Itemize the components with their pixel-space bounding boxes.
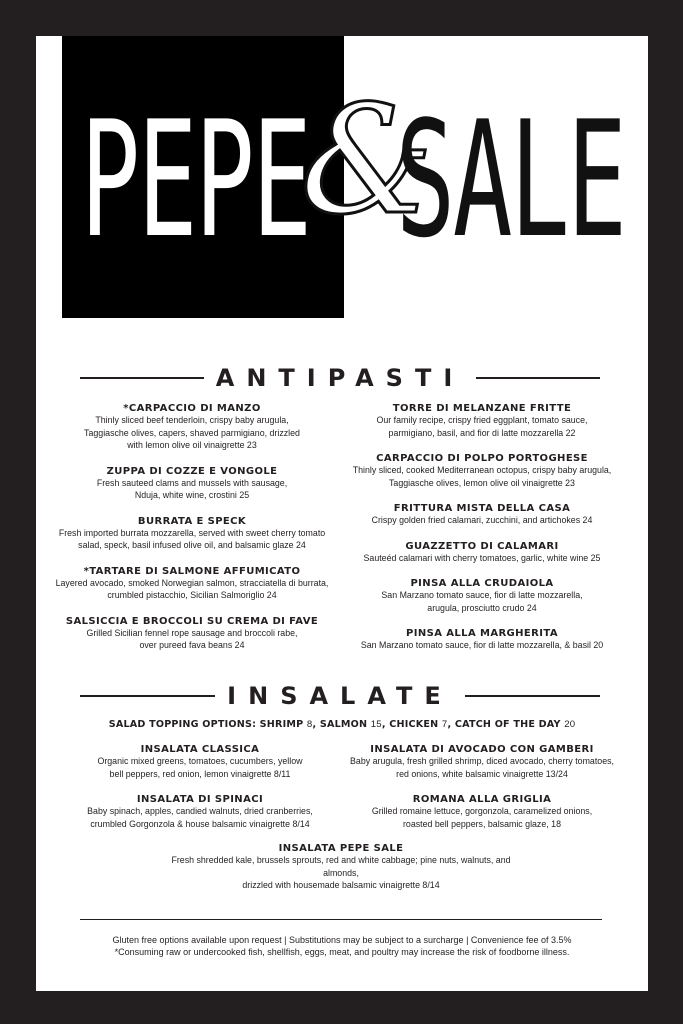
menu-item <box>42 465 342 503</box>
heading-rule-right <box>476 377 600 379</box>
menu-item-name: GUAZZETTO DI CALAMARI <box>405 540 559 552</box>
topping-price: 15 <box>370 719 382 730</box>
antipasti-right-column <box>332 402 632 665</box>
logo-sale: SALE <box>395 86 625 273</box>
menu-item-description: Baby arugula, fresh grilled shrimp, diced avocado, cherry tomatoes, <box>350 756 614 767</box>
heading-rule-left <box>80 695 215 697</box>
menu-item-description: Sauteéd calamari with cherry tomatoes, garlic, white wine 25 <box>363 552 601 564</box>
menu-item-name: PINSA ALLA CRUDAIOLA <box>410 578 554 589</box>
footer-rule <box>80 919 602 920</box>
menu-item-name: FRITTURA MISTA DELLA CASA <box>393 503 571 514</box>
insalate-heading <box>80 681 600 711</box>
menu-item-description: Taggiasche olives, capers, shaved parmigiano, drizzled <box>84 427 300 439</box>
menu-item <box>42 615 342 653</box>
menu-item <box>332 402 632 440</box>
menu-item-description: Grilled romaine lettuce, gorgonzola, caramelized onions, <box>371 806 593 817</box>
topping-label: SALAD TOPPING OPTIONS: <box>108 719 260 730</box>
menu-item-name: *CARPACCIO DI MANZO <box>123 403 261 414</box>
insalate-title: INSALATE <box>227 682 453 710</box>
menu-item-description: over pureed fava beans 24 <box>139 640 245 651</box>
menu-item-description: Organic mixed greens, tomatoes, cucumbers, yellow <box>97 756 303 767</box>
menu-item-description: parmigiano, basil, and fior di latte mozzarella 22 <box>388 427 576 439</box>
menu-item <box>332 540 632 566</box>
menu-item-name: INSALATA DI AVOCADO CON GAMBERI <box>370 744 594 755</box>
menu-item-name: INSALATA CLASSICA <box>140 744 260 755</box>
antipasti-heading <box>80 363 600 393</box>
heading-rule-right <box>465 695 600 697</box>
insalate-center-column <box>141 842 541 905</box>
menu-item <box>332 577 632 615</box>
menu-item <box>332 627 632 653</box>
menu-item-name: *TARTARE DI SALMONE AFFUMICATO <box>83 565 301 577</box>
menu-item-description: Fresh shredded kale, brussels sprouts, red and white cabbage; pine nuts, walnuts, and almonds, <box>171 855 511 879</box>
antipasti-title: ANTIPASTI <box>215 364 465 392</box>
menu-item-description: bell peppers, red onion, lemon vinaigrette 8/11 <box>109 768 291 780</box>
menu-item-name: ROMANA ALLA GRIGLIA <box>412 794 552 805</box>
footer-line-1: Gluten free options available upon request | Substitutions may be subject to a surcharge | Convenience fee of 3.5% <box>112 935 572 945</box>
menu-item <box>332 452 632 490</box>
menu-item-name: PINSA ALLA MARGHERITA <box>406 628 558 639</box>
menu-item-name: INSALATA PEPE SALE <box>278 843 404 854</box>
menu-item-name: TORRE DI MELANZANE FRITTE <box>392 403 572 414</box>
insalate-left-column <box>50 743 350 843</box>
heading-rule-left <box>80 377 204 379</box>
menu-item-description: Layered avocado, smoked Norwegian salmon, stracciatella di burrata, <box>55 577 329 589</box>
menu-item <box>42 515 342 553</box>
topping-price: 7 <box>441 719 448 730</box>
menu-item-description: Thinly sliced beef tenderloin, crispy baby arugula, <box>95 415 289 426</box>
menu-item <box>50 743 350 781</box>
logo-pepe: PEPE <box>80 86 310 273</box>
menu-item-description: with lemon olive oil vinaigrette 23 <box>127 440 257 451</box>
menu-item-description: salad, speck, basil infused olive oil, and balsamic glaze 24 <box>78 540 306 551</box>
topping-price: 8 <box>306 719 313 730</box>
menu-item <box>50 793 350 831</box>
menu-item <box>42 565 342 603</box>
topping-name: SHRIMP <box>259 719 304 730</box>
logo-ampersand: & <box>300 74 434 248</box>
menu-item-name: BURRATA E SPECK <box>137 515 247 527</box>
antipasti-left-column <box>42 402 342 665</box>
salad-topping-options: SALAD TOPPING OPTIONS: SHRIMP 8, SALMON 15, CHICKEN 7, CATCH OF THE DAY 20 <box>108 719 576 730</box>
menu-item-description: crumbled Gorgonzola & house balsamic vinaigrette 8/14 <box>90 818 310 830</box>
topping-name: CATCH OF THE DAY <box>454 719 561 730</box>
menu-item-description: red onions, white balsamic vinaigrette 13/24 <box>396 768 568 780</box>
menu-item-description: Thinly sliced, cooked Mediterranean octopus, crispy baby arugula, <box>352 465 612 476</box>
menu-item-description: roasted bell peppers, balsamic glaze, 18 <box>402 818 561 830</box>
menu-item-description: San Marzano tomato sauce, fior di latte mozzarella, & basil 20 <box>360 640 604 651</box>
menu-item-description: Fresh sauteed clams and mussels with sausage, <box>96 477 288 489</box>
menu-item-description: Grilled Sicilian fennel rope sausage and broccoli rabe, <box>86 627 298 639</box>
menu-item-description: Nduja, white wine, crostini 25 <box>134 490 250 501</box>
menu-item-description: Our family recipe, crispy fried eggplant, tomato sauce, <box>376 415 588 426</box>
menu-item-description: arugula, prosciutto crudo 24 <box>427 602 537 614</box>
topping-name: SALMON <box>319 719 368 730</box>
menu-item-name: ZUPPA DI COZZE E VONGOLE <box>106 465 278 477</box>
menu-item <box>332 793 632 831</box>
menu-item-name: SALSICCIA E BROCCOLI SU CREMA DI FAVE <box>65 615 319 627</box>
menu-item <box>141 842 541 893</box>
menu-item-description: San Marzano tomato sauce, fior di latte mozzarella, <box>381 590 583 601</box>
menu-item-description: drizzled with housemade balsamic vinaigrette 8/14 <box>242 880 440 891</box>
menu-item-name: CARPACCIO DI POLPO PORTOGHESE <box>376 453 588 464</box>
topping-price: 20 <box>564 719 576 730</box>
topping-name: CHICKEN <box>389 719 439 730</box>
menu-item <box>332 743 632 781</box>
menu-item <box>332 502 632 528</box>
menu-item-description: Crispy golden fried calamari, zucchini, and artichokes 24 <box>371 515 593 526</box>
menu-item-description: Taggiasche olives, lemon olive oil vinaigrette 23 <box>389 477 575 489</box>
menu-item-name: INSALATA DI SPINACI <box>136 794 264 805</box>
menu-item-description: Baby spinach, apples, candied walnuts, dried cranberries, <box>87 806 313 817</box>
insalate-right-column <box>332 743 632 843</box>
footer-line-2: *Consuming raw or undercooked fish, shellfish, eggs, meat, and poultry may increase the risk of foodborne illness. <box>114 947 570 957</box>
menu-item-description: Fresh imported burrata mozzarella, served with sweet cherry tomato <box>58 527 326 539</box>
footer-notes <box>36 934 648 958</box>
menu-item <box>42 402 342 453</box>
menu-item-description: crumbled pistacchio, Sicilian Salmoriglio 24 <box>107 590 277 601</box>
